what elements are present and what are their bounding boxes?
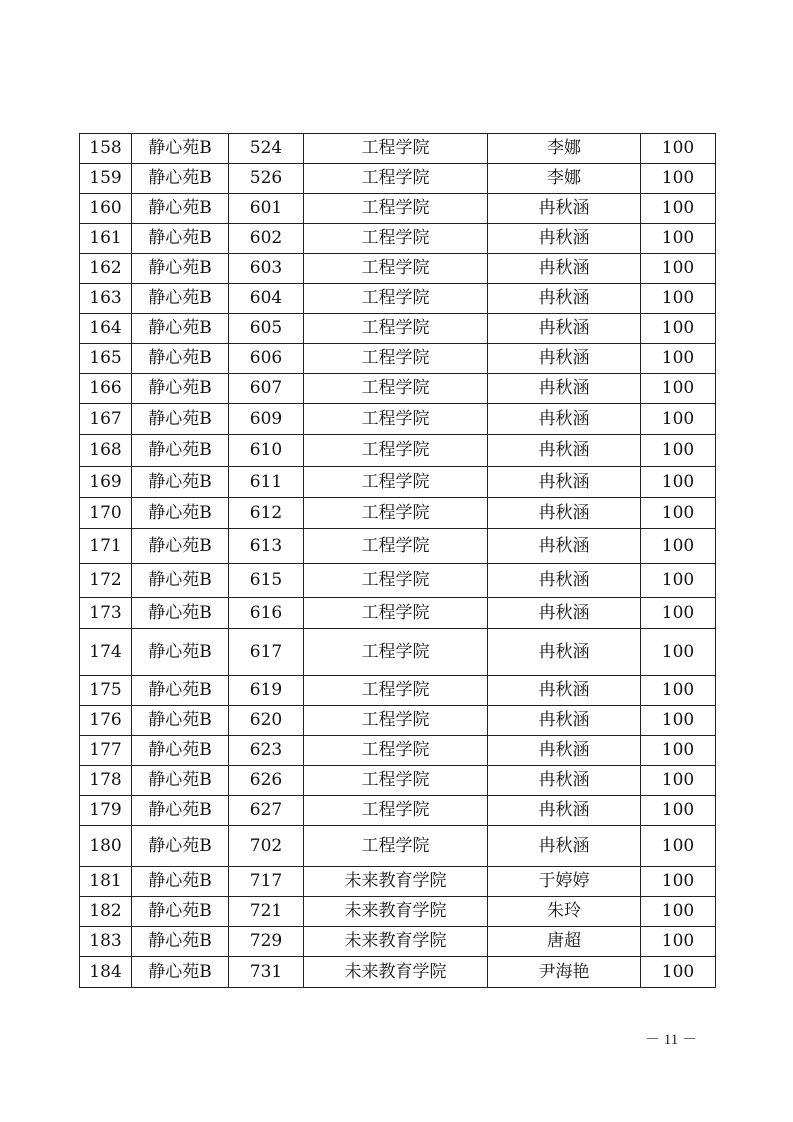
cell-score: 100 [641, 766, 716, 796]
table-row [80, 867, 716, 897]
table-row [80, 314, 716, 344]
cell-name: 冉秋涵 [488, 564, 641, 598]
table-row [80, 284, 716, 314]
cell-college: 工程学院 [304, 404, 488, 435]
cell-room: 604 [229, 284, 304, 314]
cell-college: 工程学院 [304, 134, 488, 164]
cell-name: 唐超 [488, 927, 641, 957]
cell-room: 607 [229, 374, 304, 404]
table-row [80, 766, 716, 796]
cell-no: 167 [80, 404, 132, 435]
cell-room: 627 [229, 796, 304, 826]
cell-no: 179 [80, 796, 132, 826]
cell-college: 工程学院 [304, 374, 488, 404]
cell-name: 冉秋涵 [488, 194, 641, 224]
cell-building: 静心苑B [132, 897, 229, 927]
cell-college: 工程学院 [304, 164, 488, 194]
cell-no: 174 [80, 629, 132, 676]
page-number: － 11 － [645, 1032, 697, 1048]
cell-score: 100 [641, 706, 716, 736]
table-row [80, 564, 716, 598]
cell-name: 朱玲 [488, 897, 641, 927]
cell-name: 冉秋涵 [488, 224, 641, 254]
cell-no: 172 [80, 564, 132, 598]
table-row [80, 897, 716, 927]
cell-no: 171 [80, 529, 132, 564]
cell-no: 169 [80, 467, 132, 498]
cell-college: 工程学院 [304, 706, 488, 736]
table-row [80, 598, 716, 629]
cell-room: 613 [229, 529, 304, 564]
cell-college: 工程学院 [304, 314, 488, 344]
cell-score: 100 [641, 134, 716, 164]
cell-no: 166 [80, 374, 132, 404]
cell-building: 静心苑B [132, 676, 229, 706]
cell-name: 冉秋涵 [488, 404, 641, 435]
cell-score: 100 [641, 374, 716, 404]
cell-room: 626 [229, 766, 304, 796]
table-row [80, 435, 716, 467]
cell-score: 100 [641, 314, 716, 344]
cell-name: 冉秋涵 [488, 766, 641, 796]
cell-college: 工程学院 [304, 224, 488, 254]
cell-room: 717 [229, 867, 304, 897]
cell-no: 160 [80, 194, 132, 224]
cell-name: 冉秋涵 [488, 435, 641, 467]
cell-score: 100 [641, 435, 716, 467]
cell-room: 611 [229, 467, 304, 498]
cell-name: 冉秋涵 [488, 314, 641, 344]
cell-no: 173 [80, 598, 132, 629]
cell-score: 100 [641, 498, 716, 529]
cell-college: 工程学院 [304, 467, 488, 498]
cell-building: 静心苑B [132, 435, 229, 467]
cell-score: 100 [641, 927, 716, 957]
cell-score: 100 [641, 224, 716, 254]
cell-no: 178 [80, 766, 132, 796]
cell-room: 609 [229, 404, 304, 435]
cell-score: 100 [641, 826, 716, 867]
cell-no: 158 [80, 134, 132, 164]
cell-building: 静心苑B [132, 826, 229, 867]
cell-score: 100 [641, 467, 716, 498]
cell-no: 184 [80, 957, 132, 988]
table-row [80, 736, 716, 766]
table-row [80, 344, 716, 374]
cell-college: 工程学院 [304, 826, 488, 867]
cell-college: 工程学院 [304, 736, 488, 766]
cell-no: 175 [80, 676, 132, 706]
cell-building: 静心苑B [132, 374, 229, 404]
table-row [80, 374, 716, 404]
cell-score: 100 [641, 957, 716, 988]
cell-score: 100 [641, 564, 716, 598]
cell-no: 181 [80, 867, 132, 897]
cell-building: 静心苑B [132, 598, 229, 629]
cell-no: 159 [80, 164, 132, 194]
table-row [80, 957, 716, 988]
cell-room: 729 [229, 927, 304, 957]
table-row [80, 927, 716, 957]
table-row [80, 404, 716, 435]
cell-no: 164 [80, 314, 132, 344]
cell-no: 176 [80, 706, 132, 736]
cell-name: 冉秋涵 [488, 629, 641, 676]
cell-building: 静心苑B [132, 284, 229, 314]
cell-college: 工程学院 [304, 284, 488, 314]
cell-score: 100 [641, 598, 716, 629]
cell-college: 工程学院 [304, 529, 488, 564]
cell-building: 静心苑B [132, 344, 229, 374]
cell-room: 610 [229, 435, 304, 467]
cell-score: 100 [641, 736, 716, 766]
table-row [80, 134, 716, 164]
cell-no: 170 [80, 498, 132, 529]
table-row [80, 467, 716, 498]
cell-score: 100 [641, 529, 716, 564]
cell-building: 静心苑B [132, 766, 229, 796]
cell-score: 100 [641, 676, 716, 706]
cell-college: 未来教育学院 [304, 957, 488, 988]
cell-college: 未来教育学院 [304, 927, 488, 957]
cell-college: 工程学院 [304, 194, 488, 224]
cell-building: 静心苑B [132, 194, 229, 224]
cell-room: 620 [229, 706, 304, 736]
cell-score: 100 [641, 867, 716, 897]
cell-college: 未来教育学院 [304, 867, 488, 897]
cell-building: 静心苑B [132, 629, 229, 676]
table-row [80, 164, 716, 194]
cell-no: 180 [80, 826, 132, 867]
cell-score: 100 [641, 194, 716, 224]
cell-no: 168 [80, 435, 132, 467]
table-row [80, 676, 716, 706]
cell-room: 602 [229, 224, 304, 254]
cell-building: 静心苑B [132, 224, 229, 254]
cell-college: 工程学院 [304, 254, 488, 284]
cell-room: 702 [229, 826, 304, 867]
cell-building: 静心苑B [132, 254, 229, 284]
cell-college: 工程学院 [304, 676, 488, 706]
table-row [80, 826, 716, 867]
cell-room: 617 [229, 629, 304, 676]
table-row [80, 224, 716, 254]
cell-college: 工程学院 [304, 796, 488, 826]
cell-room: 615 [229, 564, 304, 598]
table-row [80, 498, 716, 529]
cell-room: 601 [229, 194, 304, 224]
table-row [80, 796, 716, 826]
cell-name: 冉秋涵 [488, 284, 641, 314]
cell-name: 冉秋涵 [488, 598, 641, 629]
cell-building: 静心苑B [132, 529, 229, 564]
cell-building: 静心苑B [132, 134, 229, 164]
cell-no: 182 [80, 897, 132, 927]
cell-room: 721 [229, 897, 304, 927]
cell-room: 605 [229, 314, 304, 344]
cell-building: 静心苑B [132, 796, 229, 826]
cell-no: 165 [80, 344, 132, 374]
cell-score: 100 [641, 254, 716, 284]
cell-no: 183 [80, 927, 132, 957]
cell-score: 100 [641, 344, 716, 374]
cell-score: 100 [641, 164, 716, 194]
cell-college: 工程学院 [304, 766, 488, 796]
cell-college: 工程学院 [304, 629, 488, 676]
cell-building: 静心苑B [132, 404, 229, 435]
cell-room: 606 [229, 344, 304, 374]
cell-no: 162 [80, 254, 132, 284]
cell-building: 静心苑B [132, 564, 229, 598]
cell-name: 冉秋涵 [488, 254, 641, 284]
cell-room: 526 [229, 164, 304, 194]
cell-score: 100 [641, 897, 716, 927]
cell-building: 静心苑B [132, 927, 229, 957]
cell-room: 612 [229, 498, 304, 529]
table-row [80, 529, 716, 564]
cell-name: 冉秋涵 [488, 736, 641, 766]
table-row [80, 254, 716, 284]
cell-building: 静心苑B [132, 867, 229, 897]
cell-name: 冉秋涵 [488, 796, 641, 826]
dormitory-score-table [79, 133, 716, 988]
cell-no: 161 [80, 224, 132, 254]
cell-name: 冉秋涵 [488, 374, 641, 404]
cell-name: 冉秋涵 [488, 826, 641, 867]
cell-score: 100 [641, 629, 716, 676]
cell-name: 李娜 [488, 134, 641, 164]
cell-room: 731 [229, 957, 304, 988]
cell-college: 未来教育学院 [304, 897, 488, 927]
cell-name: 冉秋涵 [488, 344, 641, 374]
cell-college: 工程学院 [304, 498, 488, 529]
cell-no: 177 [80, 736, 132, 766]
cell-room: 623 [229, 736, 304, 766]
cell-score: 100 [641, 404, 716, 435]
cell-college: 工程学院 [304, 564, 488, 598]
cell-college: 工程学院 [304, 344, 488, 374]
cell-building: 静心苑B [132, 706, 229, 736]
cell-building: 静心苑B [132, 467, 229, 498]
table-row [80, 629, 716, 676]
cell-no: 163 [80, 284, 132, 314]
cell-building: 静心苑B [132, 314, 229, 344]
cell-name: 尹海艳 [488, 957, 641, 988]
cell-college: 工程学院 [304, 598, 488, 629]
cell-building: 静心苑B [132, 164, 229, 194]
cell-name: 冉秋涵 [488, 467, 641, 498]
cell-college: 工程学院 [304, 435, 488, 467]
cell-room: 524 [229, 134, 304, 164]
cell-room: 619 [229, 676, 304, 706]
cell-name: 冉秋涵 [488, 676, 641, 706]
cell-score: 100 [641, 796, 716, 826]
cell-name: 冉秋涵 [488, 498, 641, 529]
cell-building: 静心苑B [132, 498, 229, 529]
cell-building: 静心苑B [132, 736, 229, 766]
cell-name: 冉秋涵 [488, 706, 641, 736]
cell-room: 603 [229, 254, 304, 284]
cell-room: 616 [229, 598, 304, 629]
table-body [80, 134, 716, 988]
cell-name: 李娜 [488, 164, 641, 194]
cell-building: 静心苑B [132, 957, 229, 988]
cell-score: 100 [641, 284, 716, 314]
cell-name: 冉秋涵 [488, 529, 641, 564]
table-row [80, 706, 716, 736]
table-row [80, 194, 716, 224]
cell-name: 于婷婷 [488, 867, 641, 897]
